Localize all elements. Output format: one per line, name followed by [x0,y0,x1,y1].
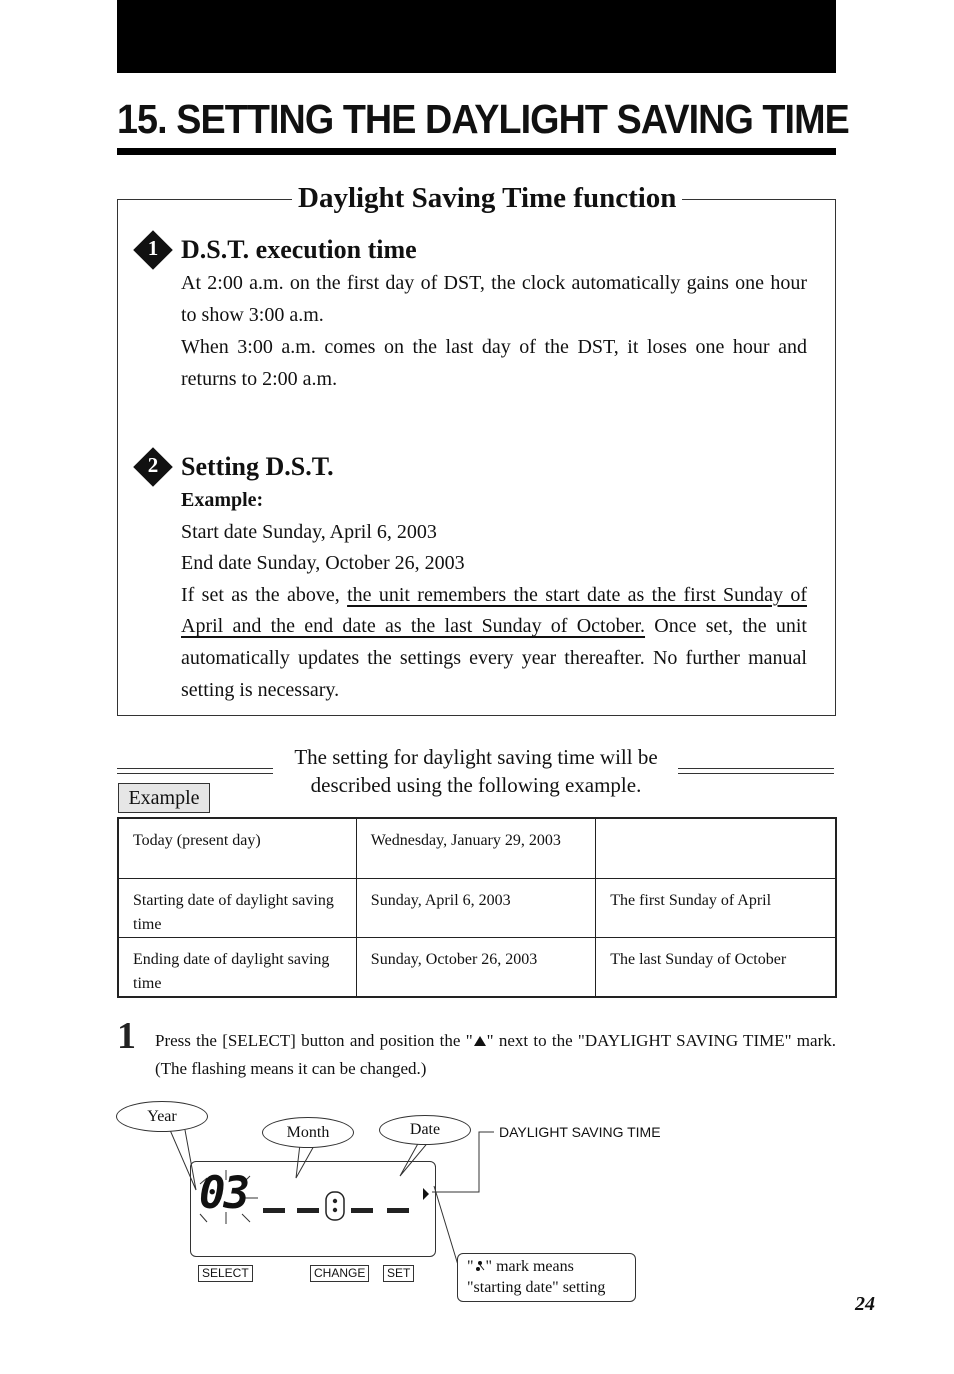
lcd-year-digits: 03 [199,1168,248,1219]
example-heading: Example: [181,489,264,511]
example-intro: The setting for daylight saving time will be described using the following example. [294,745,658,797]
example-label: Example [118,783,210,813]
section-body [181,485,807,706]
double-rule-right [678,768,834,774]
step-number: 1 [117,1015,136,1057]
page-number: 24 [855,1293,875,1315]
text-span: Press the [SELECT] button and position the " [155,1031,473,1050]
dst-indicator-icon [423,1188,429,1200]
header-bar [117,0,836,73]
table-row [118,818,836,878]
row-note: The last Sunday of October [596,937,836,997]
text-span: " mark means [485,1258,574,1275]
start-date-text: Start date Sunday, April 6, 2003 [181,520,437,543]
set-button[interactable]: SET [383,1265,414,1282]
section-number: 2 [147,453,159,477]
page-title: 15. SETTING THE DAYLIGHT SAVING TIME [117,96,849,142]
lcd-display [190,1161,436,1257]
text-span: " [467,1258,474,1275]
row-label: Today (present day) [118,818,356,878]
note-line [467,1256,635,1277]
end-date-text: End date Sunday, October 26, 2003 [181,552,465,575]
table-row [118,878,836,937]
text-span: Once set, the unit automatically updates the settings every year thereafter. No further manual setting is necessary. [181,615,807,701]
change-button[interactable]: CHANGE [310,1265,369,1282]
row-label: Starting date of daylight saving time [118,878,356,937]
text-span: " next to the "DAYLIGHT SAVING TIME" mark. (The flashing means it can be changed.) [155,1031,836,1078]
section-heading: Setting D.S.T. [181,452,334,481]
row-date: Sunday, October 26, 2003 [356,937,595,997]
callout-date: Date [379,1115,471,1145]
double-rule-left [117,768,273,774]
example-table [117,817,837,998]
lcd-segments [191,1162,437,1258]
section-heading: D.S.T. execution time [181,235,417,264]
note-box [457,1253,636,1302]
row-label: Ending date of daylight saving time [118,937,356,997]
paragraph [181,580,807,706]
dst-box-title: Daylight Saving Time function [292,182,682,215]
triangle-up-icon [473,1035,487,1047]
section-body [181,267,807,395]
step-instruction [155,1027,836,1083]
row-note [596,818,836,878]
section-number: 1 [147,236,159,260]
row-note: The first Sunday of April [596,878,836,937]
callout-month: Month [262,1117,354,1148]
row-date: Wednesday, January 29, 2003 [356,818,595,878]
row-date: Sunday, April 6, 2003 [356,878,595,937]
underlined-text: the unit remembers the start date as the first Sunday of April and the end date as the last Sunday of October. [181,583,807,638]
text-span: If set as the above, [181,583,348,606]
table-row [118,937,836,997]
starting-date-mark-icon [474,1259,486,1273]
title-underline [117,148,836,155]
paragraph: When 3:00 a.m. comes on the last day of the DST, it loses one hour and returns to 2:00 a.m. [181,336,807,390]
paragraph: At 2:00 a.m. on the first day of DST, the clock automatically gains one hour to show 3:00 a.m. [181,272,807,326]
note-line: "starting date" setting [467,1279,606,1296]
callout-year: Year [116,1101,208,1132]
select-button[interactable]: SELECT [198,1265,253,1282]
dst-label: DAYLIGHT SAVING TIME [499,1124,661,1140]
